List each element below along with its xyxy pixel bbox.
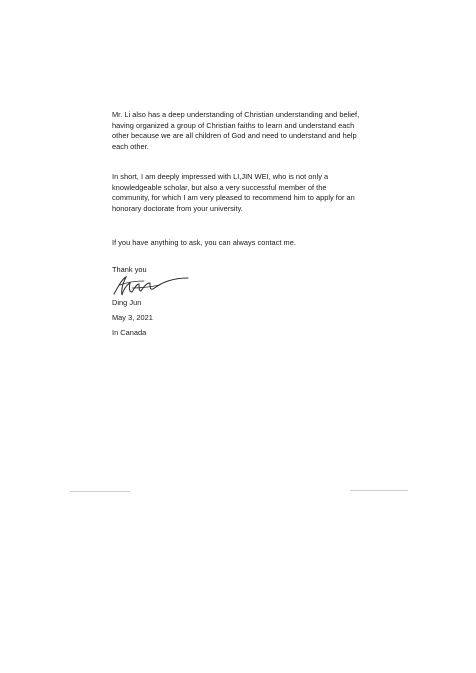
signer-name: Ding Jun: [112, 298, 142, 307]
paragraph-contact: If you have anything to ask, you can always contact me.: [112, 238, 296, 247]
closing-line: Thank you: [112, 265, 147, 274]
scan-artifact-line-right: [350, 490, 408, 491]
paragraph-christian-understanding: Mr. Li also has a deep understanding of Christian understanding and belief, having organized a group of Christian faiths to learn and understand each other because we are all children of God and need to understand and help each other.: [112, 110, 360, 151]
scan-artifact-line-left: [70, 491, 130, 492]
handwritten-signature: [110, 273, 190, 299]
letter-location: In Canada: [112, 328, 147, 337]
letter-date: May 3, 2021: [112, 313, 153, 322]
paragraph-recommendation: In short, I am deeply impressed with LI,JIN WEI, who is not only a knowledgeable scholar, but also a very successful member of the community, for which I am very pleased to recommend him to apply for an honorary doctorate from your university.: [112, 172, 355, 213]
